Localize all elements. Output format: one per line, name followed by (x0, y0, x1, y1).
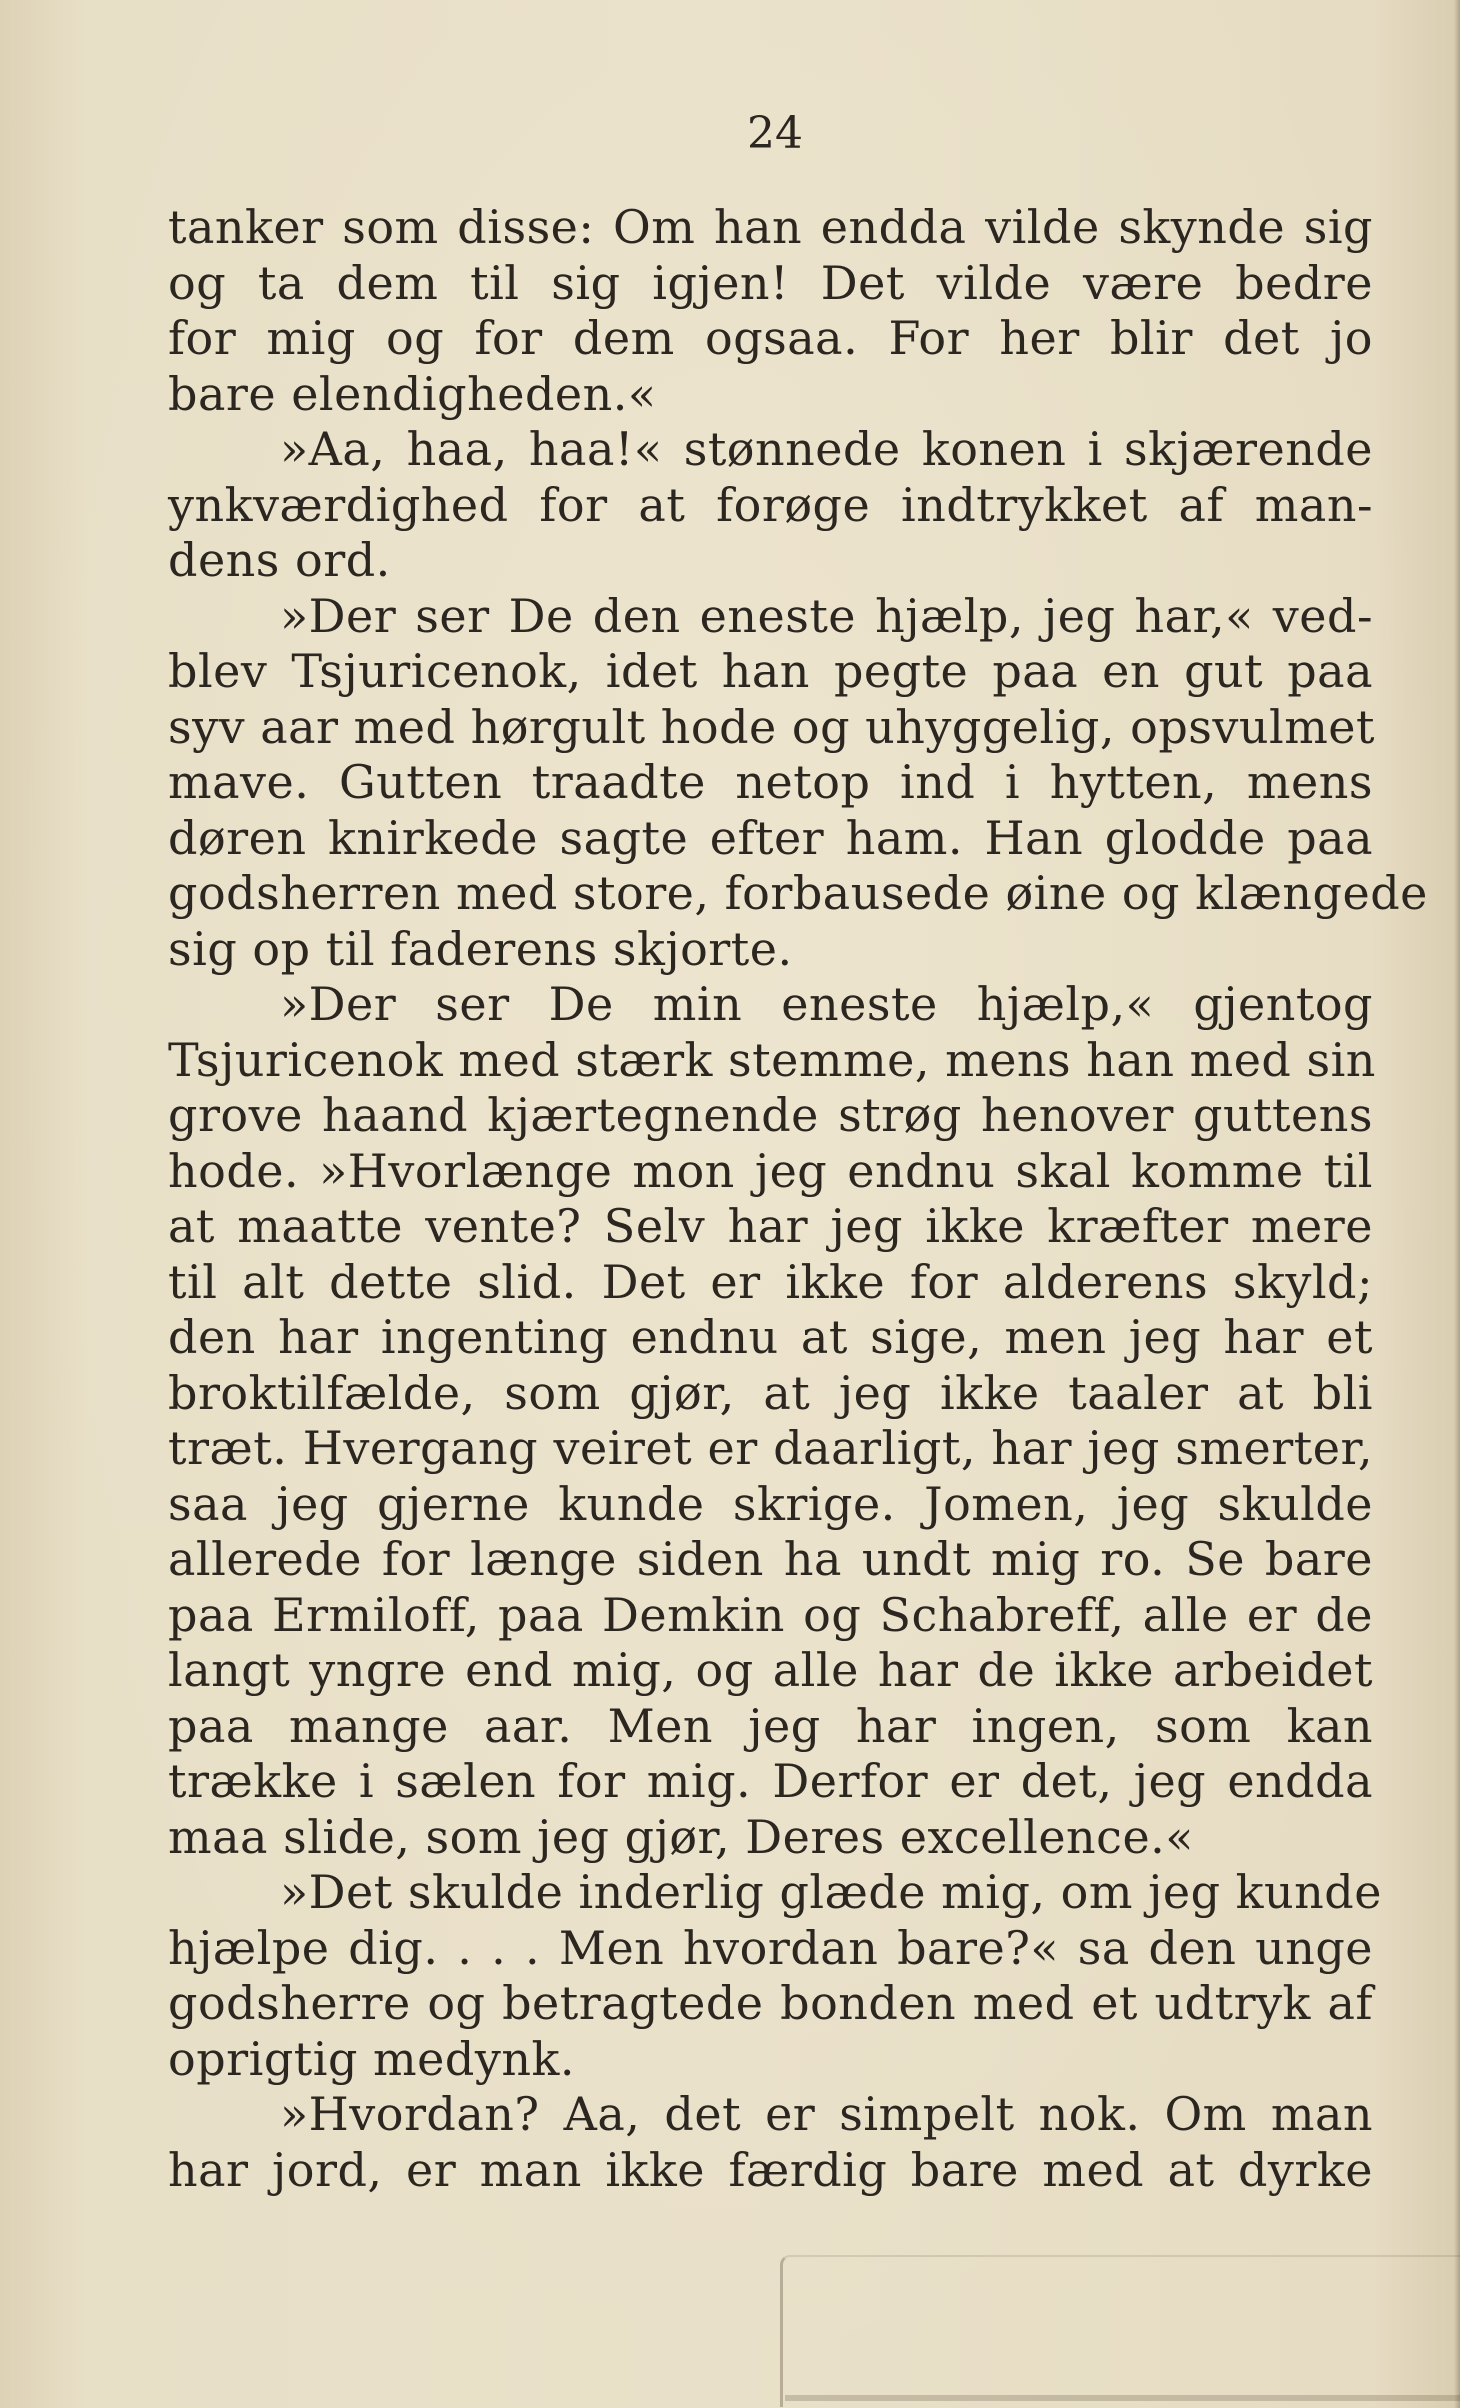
text-line: maa slide, som jeg gjør, Deres excellence.« (168, 1809, 1194, 1864)
text-line: mave. Gutten traadte netop ind i hytten, mens (168, 755, 1373, 809)
text-line: og ta dem til sig igjen! Det vilde være bedre (168, 255, 1373, 310)
text-line: oprigtig medynk. (168, 2031, 575, 2086)
text-line: paa mange aar. Men jeg har ingen, som kan (168, 1698, 1373, 1753)
text-line: godsherre og betragtede bonden med et udtryk af (168, 1976, 1373, 2030)
text-line: har jord, er man ikke færdig bare med at dyrke (168, 2142, 1373, 2197)
text-line: »Aa, haa, haa!« stønnede konen i skjærende (280, 422, 1373, 476)
text-line: paa Ermiloff, paa Demkin og Schabreff, alle er de (168, 1587, 1373, 1642)
text-line: bare elendigheden.« (168, 366, 657, 421)
text-line: godsherren med store, forbausede øine og klængede (168, 866, 1428, 920)
text-line: grove haand kjærtegnende strøg henover guttens (168, 1088, 1373, 1142)
text-line: træt. Hvergang veiret er daarligt, har jeg smerter, (168, 1421, 1373, 1475)
text-line: allerede for længe siden ha undt mig ro. Se bare (168, 1532, 1373, 1586)
text-line: broktilfælde, som gjør, at jeg ikke taaler at bli (168, 1365, 1373, 1420)
text-line: hjælpe dig. . . . Men hvordan bare?« sa den unge (168, 1920, 1373, 1975)
text-line: saa jeg gjerne kunde skrige. Jomen, jeg skulde (168, 1476, 1373, 1531)
text-line: dens ord. (168, 533, 391, 587)
page-number: 24 (747, 108, 803, 159)
text-line: døren knirkede sagte efter ham. Han glodde paa (168, 810, 1373, 865)
text-line: for mig og for dem ogsaa. For her blir det jo (168, 311, 1373, 365)
text-line: langt yngre end mig, og alle har de ikke arbeidet (168, 1643, 1373, 1697)
text-line: »Hvordan? Aa, det er simpelt nok. Om man (280, 2087, 1373, 2141)
text-line: ynkværdighed for at forøge indtrykket af man- (168, 477, 1373, 532)
text-line: tanker som disse: Om han endda vilde skynde sig (168, 200, 1373, 254)
paper-fold-mark (780, 2255, 1460, 2407)
text-line: trække i sælen for mig. Derfor er det, jeg endda (168, 1754, 1373, 1808)
text-line: Tsjuricenok med stærk stemme, mens han med sin (168, 1032, 1376, 1087)
text-line: »Der ser De den eneste hjælp, jeg har,« ved- (280, 588, 1373, 643)
text-line: til alt dette slid. Det er ikke for alderens skyld; (168, 1254, 1373, 1309)
text-line: blev Tsjuricenok, idet han pegte paa en gut paa (168, 644, 1373, 698)
text-line: at maatte vente? Selv har jeg ikke kræfter mere (168, 1199, 1373, 1253)
text-line: »Der ser De min eneste hjælp,« gjentog (280, 977, 1373, 1031)
text-line: syv aar med hørgult hode og uhyggelig, opsvulmet (168, 699, 1376, 754)
text-line: den har ingenting endnu at sige, men jeg har et (168, 1310, 1373, 1364)
text-line: hode. »Hvorlænge mon jeg endnu skal komme til (168, 1143, 1373, 1198)
paper-fold-shadow (785, 2395, 1460, 2401)
text-line: sig op til faderens skjorte. (168, 921, 793, 976)
text-line: »Det skulde inderlig glæde mig, om jeg kunde (280, 1865, 1382, 1919)
body-text (168, 200, 1428, 2198)
page-edge-shadow (1454, 0, 1460, 2408)
